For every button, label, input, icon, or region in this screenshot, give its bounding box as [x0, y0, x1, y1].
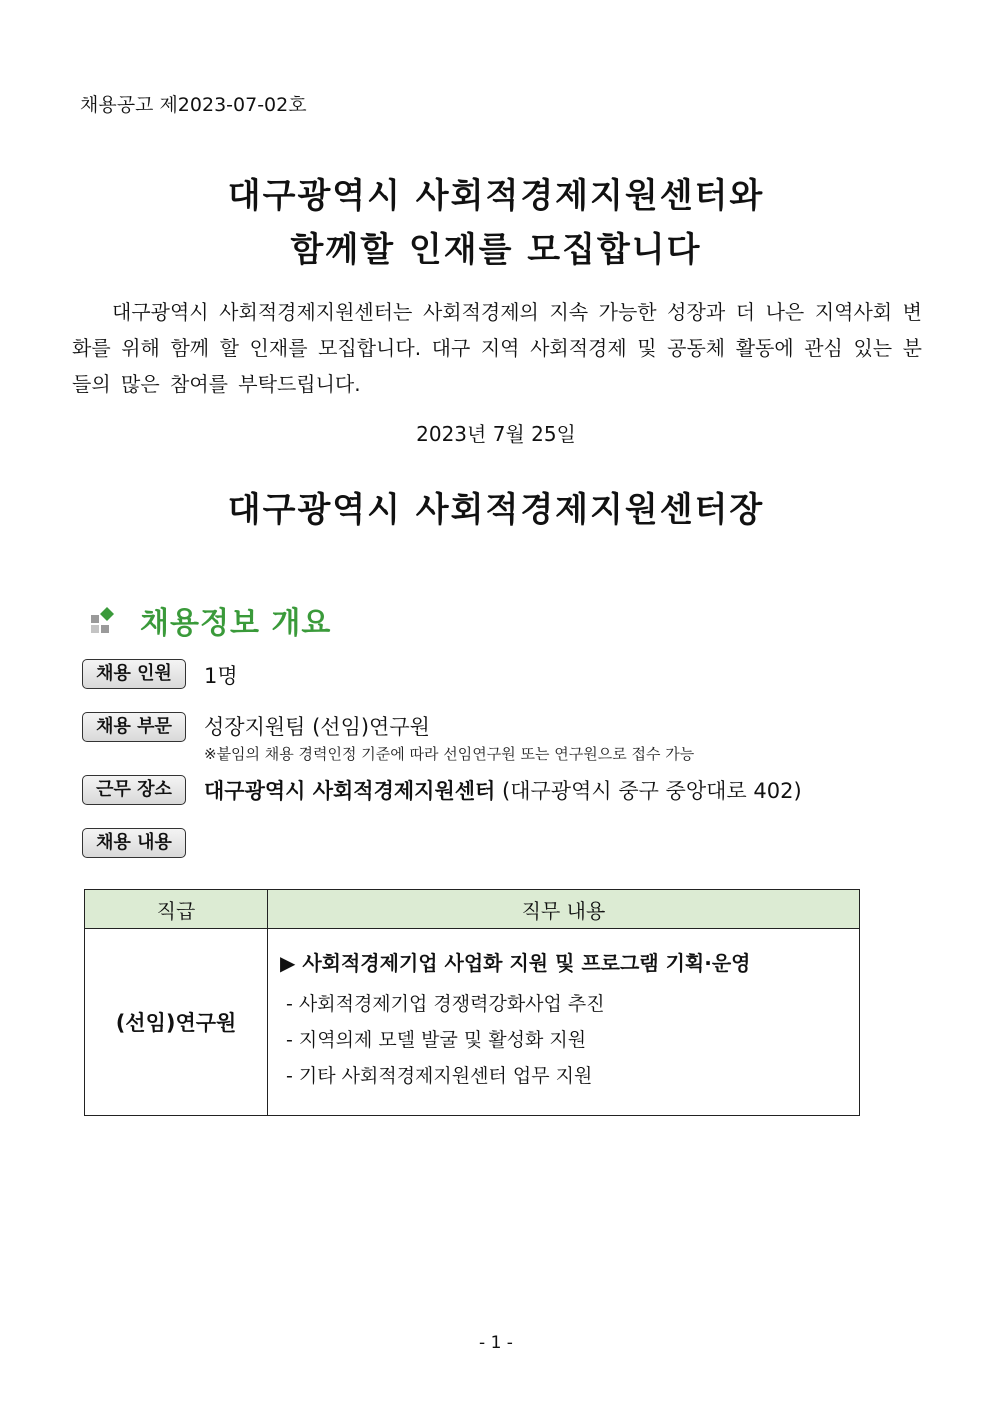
page-number: - 1 -: [479, 1333, 513, 1353]
announcement-date: 2023년 7월 25일: [416, 422, 576, 446]
location-address: (대구광역시 중구 중앙대로 402): [502, 779, 802, 803]
duty-item: - 지역의제 모델 발굴 및 활성화 지원: [286, 1029, 587, 1051]
rank-cell: (선임)연구원: [85, 929, 268, 1116]
section-title: 채용정보 개요: [140, 606, 332, 641]
title-line-1: 대구광역시 사회적경제지원센터와: [227, 176, 765, 216]
table-row: [85, 929, 860, 1116]
location-value: [204, 775, 802, 805]
dept-value: 성장지원팀 (선임)연구원: [204, 715, 430, 739]
table-header-row: [85, 890, 860, 929]
content-label: 채용 내용: [82, 828, 186, 858]
notice-number: 채용공고 제2023-07-02호: [80, 94, 307, 116]
intro-paragraph: 대구광역시 사회적경제지원센터는 사회적경제의 지속 가능한 성장과 더 나은 지역사회 변화를 위해 함께 할 인재를 모집합니다. 대구 지역 사회적경제 및 공동체 활동에 관심 있는 분들의 많은 참여를 부탁드립니다.: [72, 300, 922, 396]
duties-cell: [268, 929, 860, 1116]
header-rank: 직급: [85, 890, 268, 929]
duty-item: - 사회적경제기업 경쟁력강화사업 추진: [286, 993, 605, 1015]
title-line-2: 함께할 인재를 모집합니다: [290, 230, 702, 270]
duty-item: - 기타 사회적경제지원센터 업무 지원: [286, 1065, 593, 1087]
location-label: 근무 장소: [82, 775, 186, 805]
duty-heading: ▶ 사회적경제기업 사업화 지원 및 프로그램 기획·운영: [280, 951, 751, 975]
headcount-value: 1명: [204, 664, 238, 688]
diamond-squares-icon: [90, 606, 118, 634]
dept-label: 채용 부문: [82, 712, 186, 742]
location-name: 대구광역시 사회적경제지원센터: [204, 779, 496, 803]
issuer-title: 대구광역시 사회적경제지원센터장: [227, 490, 765, 530]
dept-note: ※붙임의 채용 경력인정 기준에 따라 선임연구원 또는 연구원으로 접수 가능: [204, 745, 695, 763]
job-table: [84, 889, 860, 1116]
header-duties: 직무 내용: [268, 890, 860, 929]
headcount-label: 채용 인원: [82, 659, 186, 689]
